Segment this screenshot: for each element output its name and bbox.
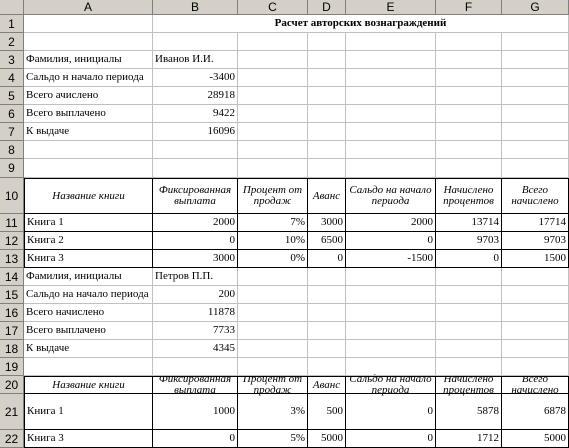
empty-cell[interactable] [436, 322, 502, 340]
table-cell[interactable]: 5000 [502, 430, 569, 448]
cell-summary-value[interactable]: 11878 [153, 304, 238, 322]
empty-cell[interactable] [346, 322, 436, 340]
empty-cell[interactable] [308, 286, 346, 304]
empty-cell[interactable] [436, 304, 502, 322]
table-header-cell[interactable]: Всего начислено [502, 178, 569, 214]
empty-cell[interactable] [502, 51, 569, 69]
empty-cell[interactable] [238, 159, 308, 178]
table-cell[interactable]: 0 [436, 250, 502, 268]
empty-cell[interactable] [24, 358, 153, 376]
empty-cell[interactable] [436, 69, 502, 87]
cell-fio-label[interactable]: Фамилия, инициалы [24, 268, 153, 286]
empty-cell[interactable] [238, 69, 308, 87]
empty-cell[interactable] [238, 51, 308, 69]
table-cell[interactable]: 3000 [153, 250, 238, 268]
empty-cell[interactable] [238, 141, 308, 159]
empty-cell[interactable] [346, 340, 436, 358]
table-cell[interactable]: 9703 [436, 232, 502, 250]
table-header-cell[interactable]: Всего начислено [502, 376, 569, 394]
empty-cell[interactable] [346, 286, 436, 304]
empty-cell[interactable] [238, 87, 308, 105]
table-cell[interactable]: 6500 [308, 232, 346, 250]
empty-cell[interactable] [346, 69, 436, 87]
table-cell[interactable]: -1500 [346, 250, 436, 268]
empty-cell[interactable] [308, 159, 346, 178]
row-header-19[interactable]: 19 [0, 358, 24, 376]
table-header-cell[interactable]: Название книги [24, 178, 153, 214]
table-cell[interactable]: 10% [238, 232, 308, 250]
table-cell[interactable]: Книга 3 [24, 430, 153, 448]
empty-cell[interactable] [436, 33, 502, 51]
empty-cell[interactable] [502, 105, 569, 123]
empty-cell[interactable] [502, 340, 569, 358]
empty-cell[interactable] [153, 33, 238, 51]
empty-cell[interactable] [238, 268, 308, 286]
cell-summary-label[interactable]: Всего ачислено [24, 87, 153, 105]
empty-cell[interactable] [502, 322, 569, 340]
table-cell[interactable]: Книга 3 [24, 250, 153, 268]
row-header-20[interactable]: 20 [0, 376, 24, 394]
table-cell[interactable]: 3000 [308, 214, 346, 232]
row-header-14[interactable]: 14 [0, 268, 24, 286]
row-header-10[interactable]: 10 [0, 178, 24, 214]
select-all-corner[interactable] [0, 0, 24, 15]
cell-summary-label[interactable]: Всего начислено [24, 304, 153, 322]
empty-cell[interactable] [346, 141, 436, 159]
empty-cell[interactable] [238, 358, 308, 376]
sheet-title[interactable]: Расчет авторских вознаграждений [153, 15, 569, 33]
cell-summary-value[interactable]: 28918 [153, 87, 238, 105]
column-header-f[interactable]: F [436, 0, 502, 15]
table-header-cell[interactable]: Название книги [24, 376, 153, 394]
empty-cell[interactable] [502, 268, 569, 286]
cell-summary-value[interactable]: 16096 [153, 123, 238, 141]
table-cell[interactable]: 5878 [436, 394, 502, 430]
empty-cell[interactable] [346, 33, 436, 51]
row-header-5[interactable]: 5 [0, 87, 24, 105]
table-cell[interactable]: 9703 [502, 232, 569, 250]
row-header-8[interactable]: 8 [0, 141, 24, 159]
empty-cell[interactable] [436, 51, 502, 69]
table-cell[interactable]: 3% [238, 394, 308, 430]
cell-fio-value[interactable]: Иванов И.И. [153, 51, 238, 69]
table-cell[interactable]: 0 [153, 232, 238, 250]
row-header-12[interactable]: 12 [0, 232, 24, 250]
row-header-2[interactable]: 2 [0, 33, 24, 51]
table-header-cell[interactable]: Сальдо на начало периода [346, 376, 436, 394]
empty-cell[interactable] [308, 87, 346, 105]
empty-cell[interactable] [436, 159, 502, 178]
table-cell[interactable]: 0 [308, 250, 346, 268]
empty-cell[interactable] [436, 141, 502, 159]
table-cell[interactable]: 1500 [502, 250, 569, 268]
table-cell[interactable]: 0 [346, 430, 436, 448]
empty-cell[interactable] [436, 123, 502, 141]
empty-cell[interactable] [502, 358, 569, 376]
empty-cell[interactable] [346, 105, 436, 123]
cell-summary-label[interactable]: Сальдо н начало периода [24, 69, 153, 87]
table-cell[interactable]: 0% [238, 250, 308, 268]
empty-cell[interactable] [308, 268, 346, 286]
empty-cell[interactable] [238, 286, 308, 304]
table-cell[interactable]: 1000 [153, 394, 238, 430]
table-cell[interactable]: 17714 [502, 214, 569, 232]
empty-cell[interactable] [238, 33, 308, 51]
row-header-1[interactable]: 1 [0, 15, 24, 33]
table-cell[interactable]: 500 [308, 394, 346, 430]
empty-cell[interactable] [24, 33, 153, 51]
column-header-a[interactable]: A [24, 0, 153, 15]
table-header-cell[interactable]: Фиксированная выплата [153, 376, 238, 394]
row-header-15[interactable]: 15 [0, 286, 24, 304]
empty-cell[interactable] [308, 304, 346, 322]
empty-cell[interactable] [436, 340, 502, 358]
table-header-cell[interactable]: Начислено процентов [436, 178, 502, 214]
row-header-7[interactable]: 7 [0, 123, 24, 141]
cell-summary-label[interactable]: Сальдо на начало периода [24, 286, 153, 304]
table-header-cell[interactable]: Процент от продаж [238, 376, 308, 394]
cell-summary-value[interactable]: 9422 [153, 105, 238, 123]
row-header-11[interactable]: 11 [0, 214, 24, 232]
empty-cell[interactable] [24, 159, 153, 178]
table-header-cell[interactable]: Фиксированная выплата [153, 178, 238, 214]
empty-cell[interactable] [308, 340, 346, 358]
table-header-cell[interactable]: Процент от продаж [238, 178, 308, 214]
empty-cell[interactable] [502, 69, 569, 87]
empty-cell[interactable] [436, 268, 502, 286]
row-header-17[interactable]: 17 [0, 322, 24, 340]
empty-cell[interactable] [24, 15, 153, 33]
empty-cell[interactable] [308, 358, 346, 376]
empty-cell[interactable] [238, 105, 308, 123]
table-cell[interactable]: 7% [238, 214, 308, 232]
empty-cell[interactable] [502, 141, 569, 159]
table-cell[interactable]: 2000 [346, 214, 436, 232]
table-cell[interactable]: 6878 [502, 394, 569, 430]
empty-cell[interactable] [436, 105, 502, 123]
empty-cell[interactable] [502, 286, 569, 304]
empty-cell[interactable] [346, 268, 436, 286]
table-cell[interactable]: 1712 [436, 430, 502, 448]
empty-cell[interactable] [153, 358, 238, 376]
empty-cell[interactable] [346, 87, 436, 105]
table-cell[interactable]: Книга 1 [24, 214, 153, 232]
row-header-21[interactable]: 21 [0, 394, 24, 430]
table-header-cell[interactable]: Начислено процентов [436, 376, 502, 394]
cell-summary-label[interactable]: Всего выплачено [24, 105, 153, 123]
empty-cell[interactable] [308, 105, 346, 123]
row-header-18[interactable]: 18 [0, 340, 24, 358]
empty-cell[interactable] [346, 159, 436, 178]
empty-cell[interactable] [238, 340, 308, 358]
table-cell[interactable]: Книга 2 [24, 232, 153, 250]
empty-cell[interactable] [238, 322, 308, 340]
column-header-g[interactable]: G [502, 0, 569, 15]
empty-cell[interactable] [502, 123, 569, 141]
table-cell[interactable]: 5000 [308, 430, 346, 448]
cell-summary-label[interactable]: К выдаче [24, 123, 153, 141]
empty-cell[interactable] [346, 123, 436, 141]
row-header-16[interactable]: 16 [0, 304, 24, 322]
cell-summary-value[interactable]: 200 [153, 286, 238, 304]
cell-fio-value[interactable]: Петров П.П. [153, 268, 238, 286]
empty-cell[interactable] [502, 304, 569, 322]
table-cell[interactable]: Книга 1 [24, 394, 153, 430]
row-header-13[interactable]: 13 [0, 250, 24, 268]
empty-cell[interactable] [238, 123, 308, 141]
table-cell[interactable]: 2000 [153, 214, 238, 232]
table-cell[interactable]: 0 [346, 394, 436, 430]
empty-cell[interactable] [346, 304, 436, 322]
cell-fio-label[interactable]: Фамилия, инициалы [24, 51, 153, 69]
row-header-4[interactable]: 4 [0, 69, 24, 87]
table-cell[interactable]: 13714 [436, 214, 502, 232]
table-cell[interactable]: 5% [238, 430, 308, 448]
cell-summary-value[interactable]: 7733 [153, 322, 238, 340]
column-header-d[interactable]: D [308, 0, 346, 15]
row-header-9[interactable]: 9 [0, 159, 24, 178]
empty-cell[interactable] [308, 322, 346, 340]
empty-cell[interactable] [502, 159, 569, 178]
empty-cell[interactable] [436, 286, 502, 304]
empty-cell[interactable] [238, 304, 308, 322]
empty-cell[interactable] [436, 87, 502, 105]
column-header-e[interactable]: E [346, 0, 436, 15]
table-header-cell[interactable]: Сальдо на начало периода [346, 178, 436, 214]
empty-cell[interactable] [308, 51, 346, 69]
table-cell[interactable]: 0 [346, 232, 436, 250]
table-header-cell[interactable]: Аванс [308, 178, 346, 214]
empty-cell[interactable] [346, 51, 436, 69]
row-header-6[interactable]: 6 [0, 105, 24, 123]
empty-cell[interactable] [308, 33, 346, 51]
row-header-22[interactable]: 22 [0, 430, 24, 448]
cell-summary-value[interactable]: 4345 [153, 340, 238, 358]
table-header-cell[interactable]: Аванс [308, 376, 346, 394]
empty-cell[interactable] [346, 358, 436, 376]
column-header-c[interactable]: C [238, 0, 308, 15]
empty-cell[interactable] [308, 141, 346, 159]
column-header-b[interactable]: B [153, 0, 238, 15]
empty-cell[interactable] [24, 141, 153, 159]
cell-summary-label[interactable]: К выдаче [24, 340, 153, 358]
row-header-3[interactable]: 3 [0, 51, 24, 69]
cell-summary-label[interactable]: Всего выплачено [24, 322, 153, 340]
empty-cell[interactable] [153, 141, 238, 159]
empty-cell[interactable] [308, 123, 346, 141]
empty-cell[interactable] [502, 33, 569, 51]
empty-cell[interactable] [153, 159, 238, 178]
empty-cell[interactable] [502, 87, 569, 105]
table-cell[interactable]: 0 [153, 430, 238, 448]
empty-cell[interactable] [436, 358, 502, 376]
cell-summary-value[interactable]: -3400 [153, 69, 238, 87]
empty-cell[interactable] [308, 69, 346, 87]
